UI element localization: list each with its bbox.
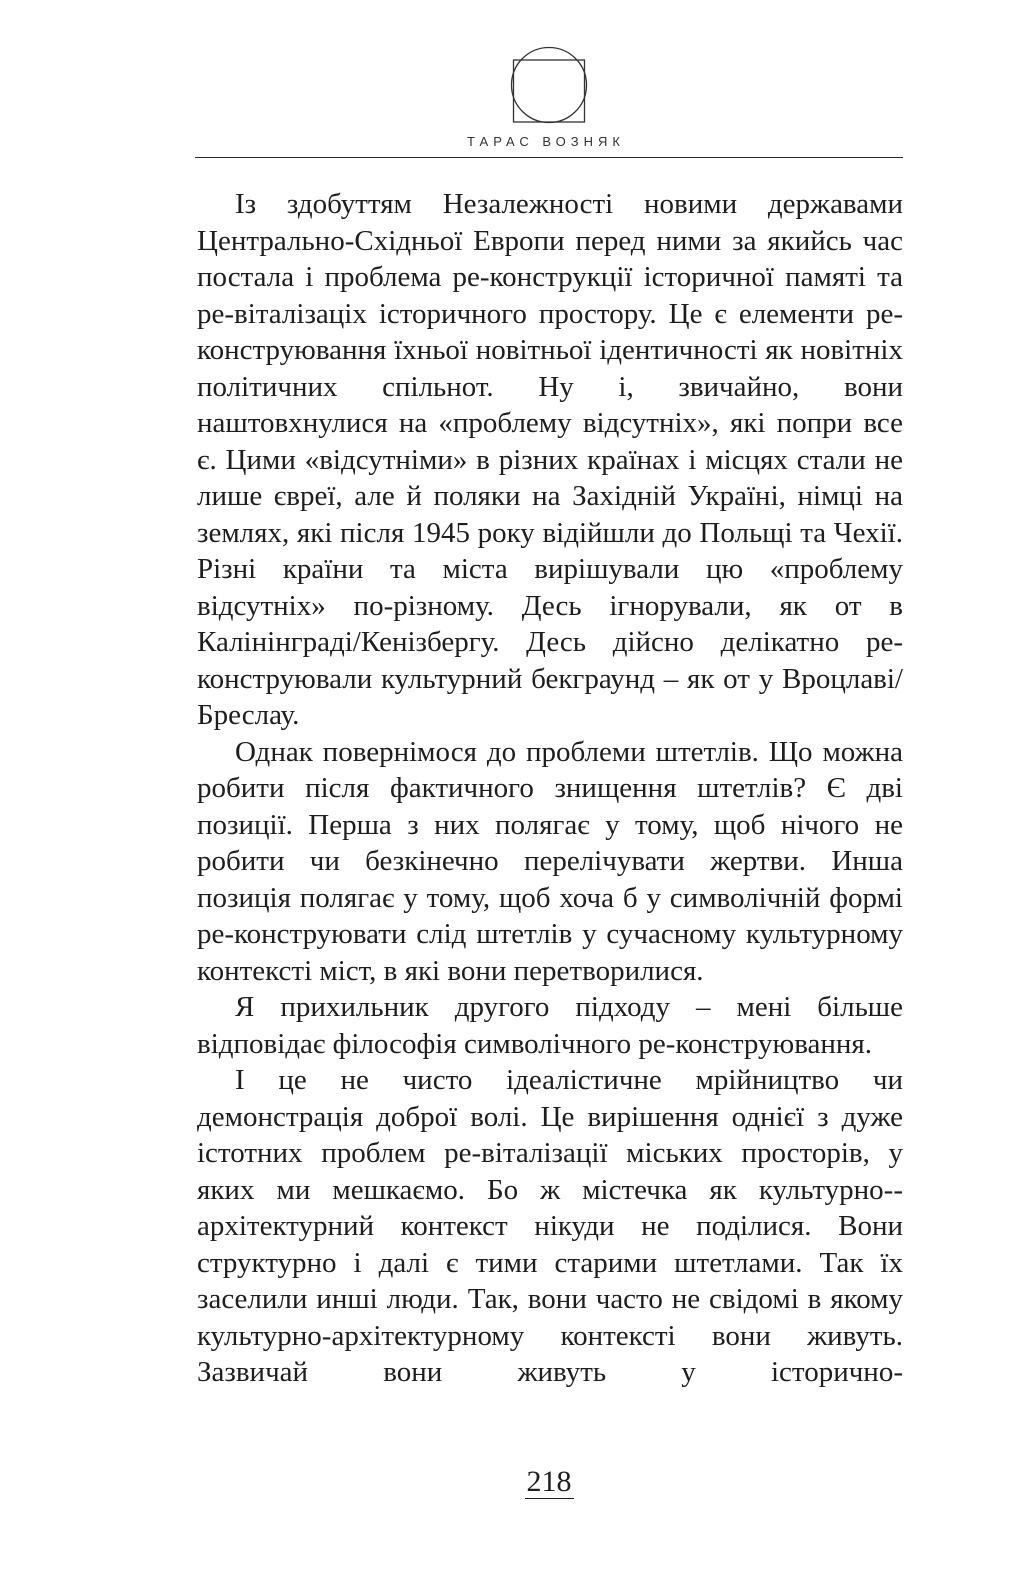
circle-square-emblem-icon	[510, 46, 588, 124]
body-text	[197, 186, 903, 1391]
paragraph: Однак повернімося до проблеми штетлів. Що можна робити після фактичного знищення штетлів? Є дві позиції. Перша з них полягає у тому, щоб нічого не робити чи безкінечно перелічувати жертви. Инша позиція полягає у тому, щоб хоча б у символічній формі ре-конструювати слід штетлів у сучасному культурному контексті міст, в які вони перетворилися.	[197, 735, 903, 987]
paragraph: І це не чисто ідеалістичне мрійництво чи демонстрація доброї волі. Це вирішення однієї з дуже істотних проблем ре-віталізації міських просторів, у яких ми мешкаємо. Бо ж містечка як культурно--архітектурний контекст нікуди не поділися. Вони структурно і далі є тими старими штетлами. Так їх заселили инші люди. Так, вони часто не свідомі в якому культурно-архітектурному контексті вони живуть. Зазвичай вони живуть у історично-	[197, 1064, 903, 1388]
header-rule	[195, 157, 903, 158]
page-number	[0, 1462, 1024, 1502]
paragraph: Із здобуттям Незалежності новими державами Центрально-Східньої Европи перед ними за якийсь час постала і проблема ре-конструкції історичної памяті та ре-віталізаціх історичного простору. Це є елементи ре-конструювання їхньої новітньої ідентичності як новітніх політичних спільнот. Ну і, звичайно, вони наштовхнулися на «проблему відсутніх», які попри все є. Цими «відсутніми» в різних країнах і місцях стали не лише євреї, але й поляки на Західній Україні, німці на землях, які після 1945 року відійшли до Польщі та Чехії. Різні країни та міста вирішували цю «проблему відсутніх» по-різному. Десь ігнорували, як от в Калінінграді/Кенізбергу. Десь дійсно делікатно ре-конструювали культурний бекграунд – як от у Вроцлаві/Бреслау.	[197, 188, 903, 731]
page-number-text: 218	[526, 1465, 572, 1498]
paragraph: Я прихильник другого підходу – мені більше відповідає філософія символічного ре-конструювання.	[197, 991, 903, 1060]
running-head-author: ТАРАС ВОЗНЯК	[467, 134, 625, 149]
